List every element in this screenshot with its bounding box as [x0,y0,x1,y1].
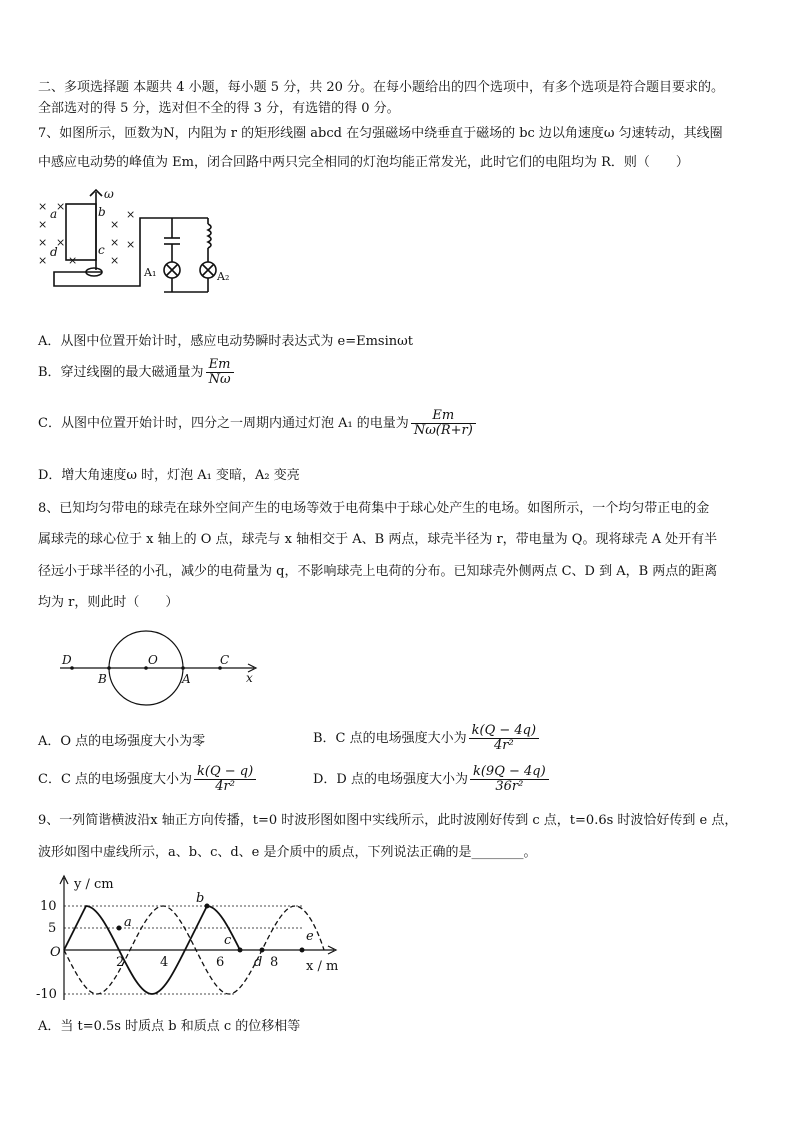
q7-option-a: A．从图中位置开始计时，感应电动势瞬时表达式为 e=Emsinωt [38,334,413,349]
q7-option-d: D．增大角速度ω 时，灯泡 A₁ 变暗，A₂ 变亮 [38,468,300,483]
lamp-a1-cross [166,264,178,276]
tick-2: 2 [116,955,125,970]
label-d: d [254,955,263,970]
q9-stem-line2: 波形如图中虚线所示，a、b、c、d、e 是介质中的质点，下列说法正确的是________。 [38,845,537,860]
numerator: Em [411,409,476,424]
label-b: B [98,672,107,686]
q7-option-b-text: B．穿过线圈的最大磁通量为 [38,365,204,380]
point-a [117,926,122,931]
lead-wire [54,272,102,274]
q7-stem-line2: 中感应电动势的峰值为 Em，闭合回路中两只完全相同的灯泡均能正常发光，此时它们的电阻均为 R．则（ ） [38,155,689,170]
field-cross: × [110,236,120,249]
section-scoring: 全部选对的得 5 分，选对但不全的得 3 分，有选错的得 0 分。 [38,101,400,116]
coil-rect [66,204,96,260]
q8-stem-line4: 均为 r，则此时（ ） [38,595,179,610]
q8-option-b [313,724,541,753]
numerator: Em [206,358,234,373]
inductor-coil [208,224,211,248]
q8-option-c-fraction [194,765,256,794]
q9-stem-line1: 9、一列简谐横波沿x 轴正方向传播，t=0 时波形图如图中实线所示，此时波刚好传到 c 点，t=0.6s 时波恰好传到 e 点， [38,813,738,828]
field-cross: × [56,200,66,213]
q8-stem-line1: 8、已知均匀带电的球壳在球外空间产生的电场等效于电荷集中于球心处产生的电场。如图所示，一个均匀带正电的金 [38,501,710,516]
field-cross: × [110,254,120,267]
label-d: d [50,245,58,259]
point-c [238,948,243,953]
label-o: O [148,653,158,667]
q8-option-b-fraction [469,724,539,753]
origin-label: O [50,945,61,960]
tick-10: 10 [40,899,57,914]
q7-stem-line1: 7、如图所示，匝数为N，内阻为 r 的矩形线圈 abcd 在匀强磁场中绕垂直于磁场的 bc 边以角速度ω 匀速转动，其线圈 [38,126,723,141]
q8-option-c [38,765,258,794]
q7-option-c [38,409,478,438]
denominator: 4r² [215,779,235,794]
field-cross: × [38,200,48,213]
lamp-a2-cross [202,264,214,276]
q7-option-c-text: C．从图中位置开始计时，四分之一周期内通过灯泡 A₁ 的电量为 [38,416,409,431]
denominator: 4r² [494,738,514,753]
q7-option-b [38,358,236,387]
label-c: c [224,933,232,948]
label-b: b [98,205,106,219]
label-a1: A₁ [144,266,157,279]
q8-option-d-text: D．D 点的电场强度大小为 [313,772,468,787]
q7-circuit-figure [36,187,230,308]
q8-option-d [313,765,551,794]
label-a: a [124,915,132,930]
q9-option-a: A．当 t=0.5s 时质点 b 和质点 c 的位移相等 [38,1019,301,1034]
numerator: k(Q − 4q) [469,724,539,739]
denominator: 36r² [495,779,524,794]
tick-6: 6 [216,955,225,970]
label-omega: ω [104,187,114,201]
y-axis-label: y / cm [74,877,114,892]
label-a2: A₂ [217,270,230,283]
label-c: C [220,653,230,667]
point-a [181,666,185,670]
point-d [260,948,265,953]
label-a: A [182,672,191,686]
tick-4: 4 [160,955,169,970]
label-x: x [246,671,253,685]
point-b [205,904,210,909]
label-b: b [196,891,205,906]
q8-option-d-fraction [470,765,549,794]
q8-option-c-text: C．C 点的电场强度大小为 [38,772,193,787]
q8-stem-line2: 属球壳的球心位于 x 轴上的 O 点，球壳与 x 轴相交于 A、B 两点，球壳半径为 r，带电量为 Q。现将球壳 A 处开有半 [38,532,718,547]
label-d: D [62,653,72,667]
q7-option-b-fraction [206,358,234,387]
q7-option-c-fraction [411,409,476,438]
q8-stem-line3: 径远小于球半径的小孔，减少的电荷量为 q，不影响球壳上电荷的分布。已知球壳外侧两点 C、D 到 A，B 两点的距离 [38,564,718,579]
numerator: k(9Q − 4q) [470,765,549,780]
denominator: Nω [208,372,231,387]
field-cross: × [38,236,48,249]
field-cross: × [68,254,78,267]
section-heading: 二、多项选择题 本题共 4 小题，每小题 5 分，共 20 分。在每小题给出的四个选项中，有多个选项是符合题目要求的。 [38,80,725,95]
label-c: c [98,243,105,257]
q9-wave-figure [34,870,354,1008]
q8-option-b-text: B．C 点的电场强度大小为 [313,731,467,746]
field-cross: × [38,254,48,267]
numerator: k(Q − q) [194,765,256,780]
field-cross: × [56,236,66,249]
label-a: a [50,207,58,221]
tick-8: 8 [270,955,279,970]
q8-option-a: A．O 点的电场强度大小为零 [38,734,206,749]
field-cross: × [110,218,120,231]
tick-minus10: -10 [36,987,57,1002]
field-cross: × [126,238,136,251]
q8-sphere-figure [56,628,266,708]
label-e: e [306,929,314,944]
denominator: Nω(R+r) [413,423,473,438]
point-b [107,666,111,670]
field-cross: × [126,208,136,221]
point-e [300,948,305,953]
x-axis-label: x / m [306,959,339,974]
tick-5: 5 [48,921,57,936]
field-cross: × [38,218,48,231]
